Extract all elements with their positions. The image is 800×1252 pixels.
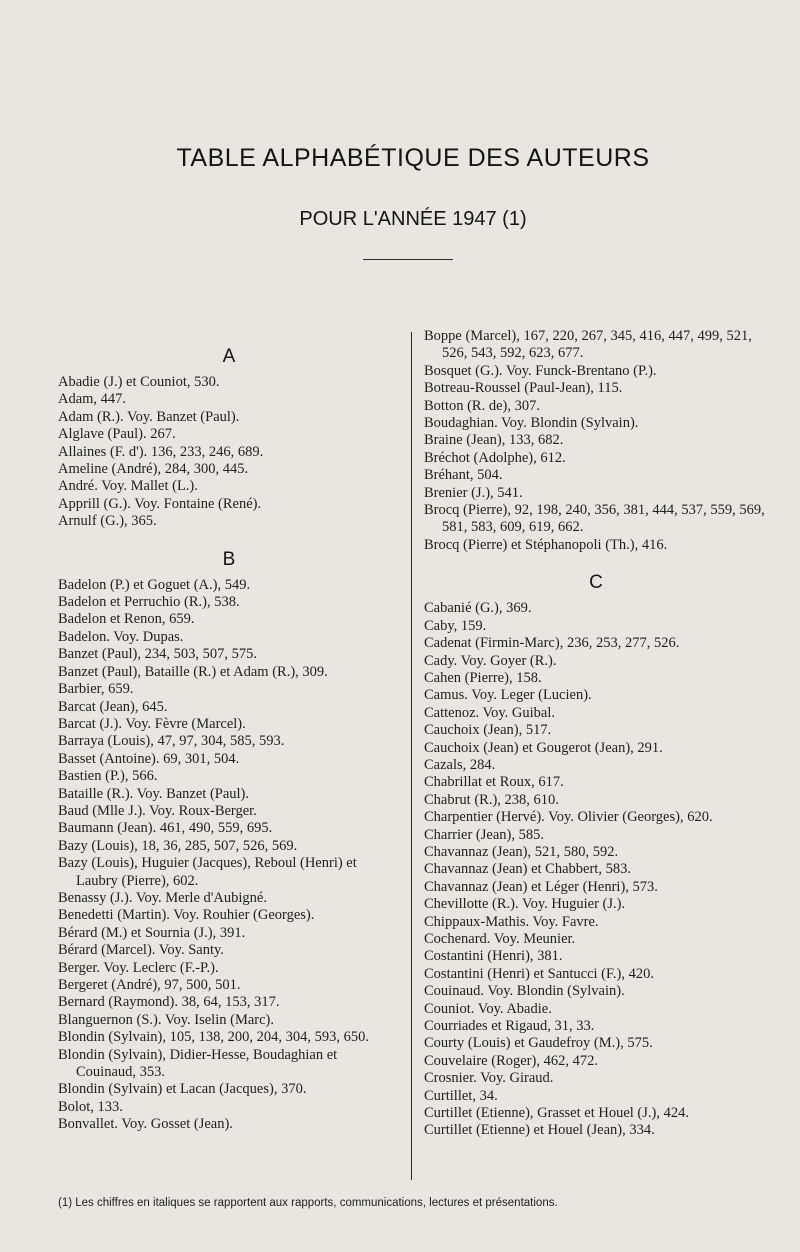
index-entry: Chabrut (R.), 238, 610.	[424, 791, 559, 808]
index-entry: Cauchoix (Jean), 517.	[424, 722, 552, 739]
index-entry: Basset (Antoine). 69, 301, 504.	[58, 750, 240, 767]
index-entry: Cady. Voy. Goyer (R.).	[424, 652, 557, 669]
index-entry: Barbier, 659.	[58, 681, 134, 698]
index-entry: Baumann (Jean). 461, 490, 559, 695.	[58, 820, 273, 837]
index-entry: Badelon et Renon, 659.	[58, 611, 195, 628]
index-entry: Barcat (J.). Voy. Fèvre (Marcel).	[58, 715, 246, 732]
index-entry: Cahen (Pierre), 158.	[424, 669, 542, 686]
index-entry: Boudaghian. Voy. Blondin (Sylvain).	[424, 415, 639, 432]
index-entry: Crosnier. Voy. Giraud.	[424, 1070, 554, 1087]
index-entry: Bazy (Louis), 18, 36, 285, 507, 526, 569.	[58, 837, 298, 854]
index-entry: Adam, 447.	[58, 391, 127, 408]
index-entry: Badelon et Perruchio (R.), 538.	[58, 594, 240, 611]
index-entry: Brocq (Pierre) et Stéphanopoli (Th.), 416.	[424, 536, 668, 553]
index-entry: Costantini (Henri) et Santucci (F.), 420.	[424, 965, 654, 982]
index-entry: Costantini (Henri), 381.	[424, 948, 563, 965]
index-entry: Bérard (Marcel). Voy. Santy.	[58, 942, 224, 959]
index-entry: Curtillet (Etienne), Grasset et Houel (J.), 424.	[424, 1105, 689, 1122]
index-entry: Camus. Voy. Leger (Lucien).	[424, 687, 592, 704]
index-entry: Benassy (J.). Voy. Merle d'Aubigné.	[58, 889, 267, 906]
index-entry: Cabanié (G.), 369.	[424, 600, 532, 617]
index-entry: Baud (Mlle J.). Voy. Roux-Berger.	[58, 802, 257, 819]
index-entry: Alglave (Paul). 267.	[58, 426, 176, 443]
index-entry: Brenier (J.), 541.	[424, 484, 523, 501]
title-rule	[363, 259, 453, 260]
index-entry: Cazals, 284.	[424, 756, 496, 773]
index-entry: Bolot, 133.	[58, 1098, 123, 1115]
index-entry: Arnulf (G.), 365.	[58, 513, 157, 530]
index-entry: Curtillet, 34.	[424, 1087, 498, 1104]
index-entry: André. Voy. Mallet (L.).	[58, 478, 198, 495]
index-entry: Botton (R. de), 307.	[424, 397, 540, 414]
index-entry: Blondin (Sylvain), 105, 138, 200, 204, 304, 593, 650.	[58, 1029, 369, 1046]
index-entry: Bosquet (G.). Voy. Funck-Brentano (P.).	[424, 362, 657, 379]
index-entry: Couvelaire (Roger), 462, 472.	[424, 1052, 598, 1069]
index-entry: Charpentier (Hervé). Voy. Olivier (Georges), 620.	[424, 809, 713, 826]
index-entry: Courriades et Rigaud, 31, 33.	[424, 1018, 595, 1035]
index-entry: Chippaux-Mathis. Voy. Favre.	[424, 913, 599, 930]
index-entry: Boppe (Marcel), 167, 220, 267, 345, 416, 447, 499, 521, 526, 543, 592, 623, 677.	[424, 328, 752, 362]
index-entry: Bastien (P.), 566.	[58, 768, 158, 785]
section-letter: A	[222, 346, 236, 367]
index-entry: Curtillet (Etienne) et Houel (Jean), 334.	[424, 1122, 655, 1139]
index-entry: Bazy (Louis), Huguier (Jacques), Reboul (Henri) et Laubry (Pierre), 602.	[58, 855, 357, 889]
index-entry: Abadie (J.) et Couniot, 530.	[58, 374, 220, 390]
column-divider	[411, 332, 412, 1180]
index-entry: Badelon. Voy. Dupas.	[58, 628, 184, 645]
index-entry: Bonvallet. Voy. Gosset (Jean).	[58, 1116, 233, 1133]
index-entry: Couniot. Voy. Abadie.	[424, 1000, 552, 1017]
index-entry: Banzet (Paul), Bataille (R.) et Adam (R.), 309.	[58, 663, 328, 680]
index-entry: Cadenat (Firmin-Marc), 236, 253, 277, 526.	[424, 635, 680, 652]
index-entry: Couinaud. Voy. Blondin (Sylvain).	[424, 983, 625, 1000]
index-entry: Allaines (F. d'). 136, 233, 246, 689.	[58, 443, 264, 460]
index-entry: Chabrillat et Roux, 617.	[424, 774, 564, 791]
index-entry: Banzet (Paul), 234, 503, 507, 575.	[58, 646, 257, 663]
index-entry: Adam (R.). Voy. Banzet (Paul).	[58, 408, 240, 425]
section-letter: B	[222, 548, 236, 570]
index-entry: Chavannaz (Jean), 521, 580, 592.	[424, 843, 619, 860]
index-entry: Cattenoz. Voy. Guibal.	[424, 704, 556, 721]
left-column	[58, 328, 400, 1134]
index-entry: Bergeret (André), 97, 500, 501.	[58, 977, 241, 993]
section-letter: C	[589, 572, 603, 594]
index-entry: Chavannaz (Jean) et Chabbert, 583.	[424, 861, 631, 878]
index-entry: Bréhant, 504.	[424, 467, 503, 484]
index-entry: Chevillotte (R.). Voy. Huguier (J.).	[424, 896, 626, 913]
index-entry: Blondin (Sylvain), Didier-Hesse, Boudaghian et Couinaud, 353.	[58, 1046, 338, 1081]
index-entry: Bataille (R.). Voy. Banzet (Paul).	[58, 785, 250, 802]
index-entry: Bréchot (Adolphe), 612.	[424, 449, 566, 466]
index-entry: Chavannaz (Jean) et Léger (Henri), 573.	[424, 878, 658, 895]
index-entry: Blanguernon (S.). Voy. Iselin (Marc).	[58, 1011, 274, 1028]
footnote: (1) Les chiffres en italiques se rapportent aux rapports, communications, lectures et présentations.	[58, 1197, 558, 1209]
index-entry: Ameline (André), 284, 300, 445.	[58, 461, 249, 478]
index-entry: Cauchoix (Jean) et Gougerot (Jean), 291.	[424, 739, 663, 756]
index-entry: Bernard (Raymond). 38, 64, 153, 317.	[58, 994, 280, 1011]
index-entry: Bérard (M.) et Sournia (J.), 391.	[58, 924, 246, 941]
index-entry: Blondin (Sylvain) et Lacan (Jacques), 370.	[58, 1081, 307, 1098]
right-column	[424, 328, 768, 1140]
index-entry: Courty (Louis) et Gaudefroy (M.), 575.	[424, 1035, 653, 1052]
index-entry: Braine (Jean), 133, 682.	[424, 432, 564, 449]
page-title: TABLE ALPHABÉTIQUE DES AUTEURS	[176, 144, 650, 172]
index-entry: Cochenard. Voy. Meunier.	[424, 931, 576, 947]
index-entry: Barraya (Louis), 47, 97, 304, 585, 593.	[58, 733, 285, 750]
index-entry: Badelon (P.) et Goguet (A.), 549.	[58, 576, 251, 593]
index-entry: Botreau-Roussel (Paul-Jean), 115.	[424, 380, 623, 397]
index-entry: Charrier (Jean), 585.	[424, 826, 544, 843]
index-entry: Benedetti (Martin). Voy. Rouhier (Georges).	[58, 907, 315, 924]
index-entry: Berger. Voy. Leclerc (F.-P.).	[58, 959, 219, 976]
index-entry: Apprill (G.). Voy. Fontaine (René).	[58, 495, 262, 512]
index-entry: Brocq (Pierre), 92, 198, 240, 356, 381, 444, 537, 559, 569, 581, 583, 609, 619, 662.	[424, 502, 765, 536]
page-subtitle: POUR L'ANNÉE 1947 (1)	[299, 208, 527, 230]
index-entry: Barcat (Jean), 645.	[58, 698, 168, 715]
index-entry: Caby, 159.	[424, 617, 487, 634]
